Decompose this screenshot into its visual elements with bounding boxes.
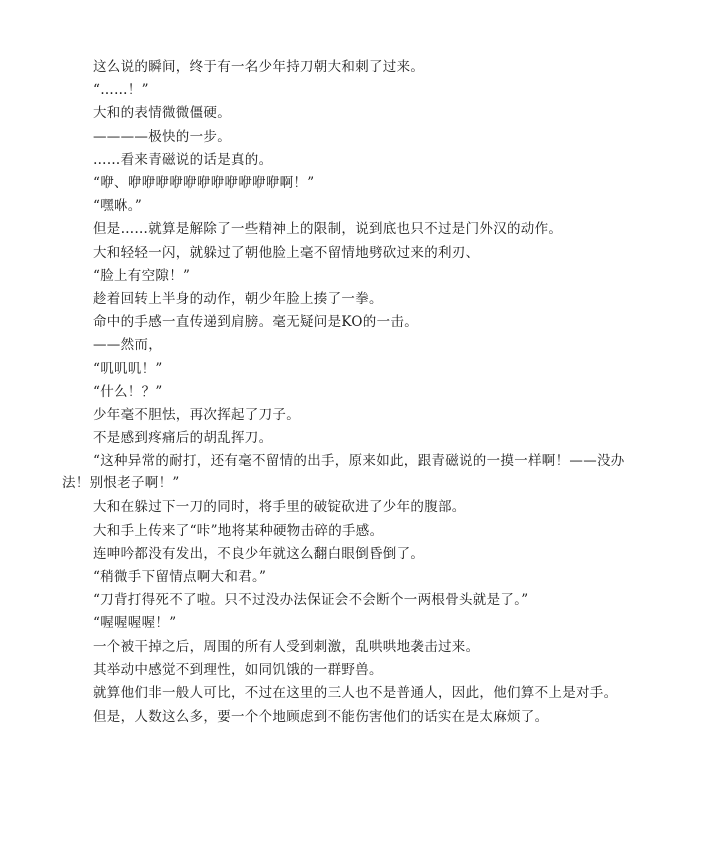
paragraph: “脸上有空隙！” xyxy=(93,267,191,284)
paragraph: 这么说的瞬间，终于有一名少年持刀朝大和刺了过来。 xyxy=(93,59,425,75)
paragraph: “稍微手下留情点啊大和君。” xyxy=(93,569,267,586)
paragraph: 连呻吟都没有发出，不良少年就这么翻白眼倒昏倒了。 xyxy=(93,545,425,562)
paragraph: 趁着回转上半身的动作，朝少年脸上揍了一拳。 xyxy=(93,291,383,308)
paragraph: ————极快的一步。 xyxy=(93,128,231,145)
paragraph: “……！” xyxy=(93,82,149,99)
paragraph: “这种异常的耐打，还有毫不留情的出手，原来如此，跟青磁说的一摸一样啊！——没办法！别恨老子啊！” xyxy=(62,453,625,492)
paragraph: 其举动中感觉不到理性，如同饥饿的一群野兽。 xyxy=(93,661,383,678)
paragraph: “叽叽叽！” xyxy=(93,360,163,377)
paragraph: 但是……就算是解除了一些精神上的限制，说到底也只不过是门外汉的动作。 xyxy=(93,221,563,238)
paragraph: 就算他们非一般人可比，不过在这里的三人也不是普通人，因此，他们算不上是对手。 xyxy=(93,685,618,702)
paragraph: 少年毫不胆怯，再次挥起了刀子。 xyxy=(93,407,300,424)
paragraph: ——然而， xyxy=(93,337,162,354)
paragraph: “喔喔喔喔！” xyxy=(93,615,177,632)
paragraph: 大和在躲过下一刀的同时，将手里的破锭砍进了少年的腹部。 xyxy=(93,499,466,516)
paragraph: ……看来青磁说的话是真的。 xyxy=(93,151,273,168)
paragraph: “什么！？” xyxy=(93,383,163,400)
paragraph: 大和手上传来了“咔”地将某种硬物击碎的手感。 xyxy=(93,522,384,539)
paragraph: 命中的手感一直传递到肩膀。毫无疑问是KO的一击。 xyxy=(93,314,418,331)
paragraph: “咿、咿咿咿咿咿咿咿咿咿咿咿啊！” xyxy=(93,175,315,192)
paragraph: 大和轻轻一闪，就躲过了朝他脸上毫不留情地劈砍过来的利刃、 xyxy=(93,244,480,261)
paragraph: 一个被干掉之后，周围的所有人受到刺激，乱哄哄地袭击过来。 xyxy=(93,638,480,655)
paragraph: 但是，人数这么多，要一个个地顾虑到不能伤害他们的话实在是太麻烦了。 xyxy=(93,709,549,726)
paragraph: 大和的表情微微僵硬。 xyxy=(93,105,231,122)
paragraph: “刀背打得死不了啦。只不过没办法保证会不会断个一两根骨头就是了。” xyxy=(93,592,529,609)
paragraph: “嘿咻。” xyxy=(93,198,143,215)
paragraph: 不是感到疼痛后的胡乱挥刀。 xyxy=(93,430,273,447)
